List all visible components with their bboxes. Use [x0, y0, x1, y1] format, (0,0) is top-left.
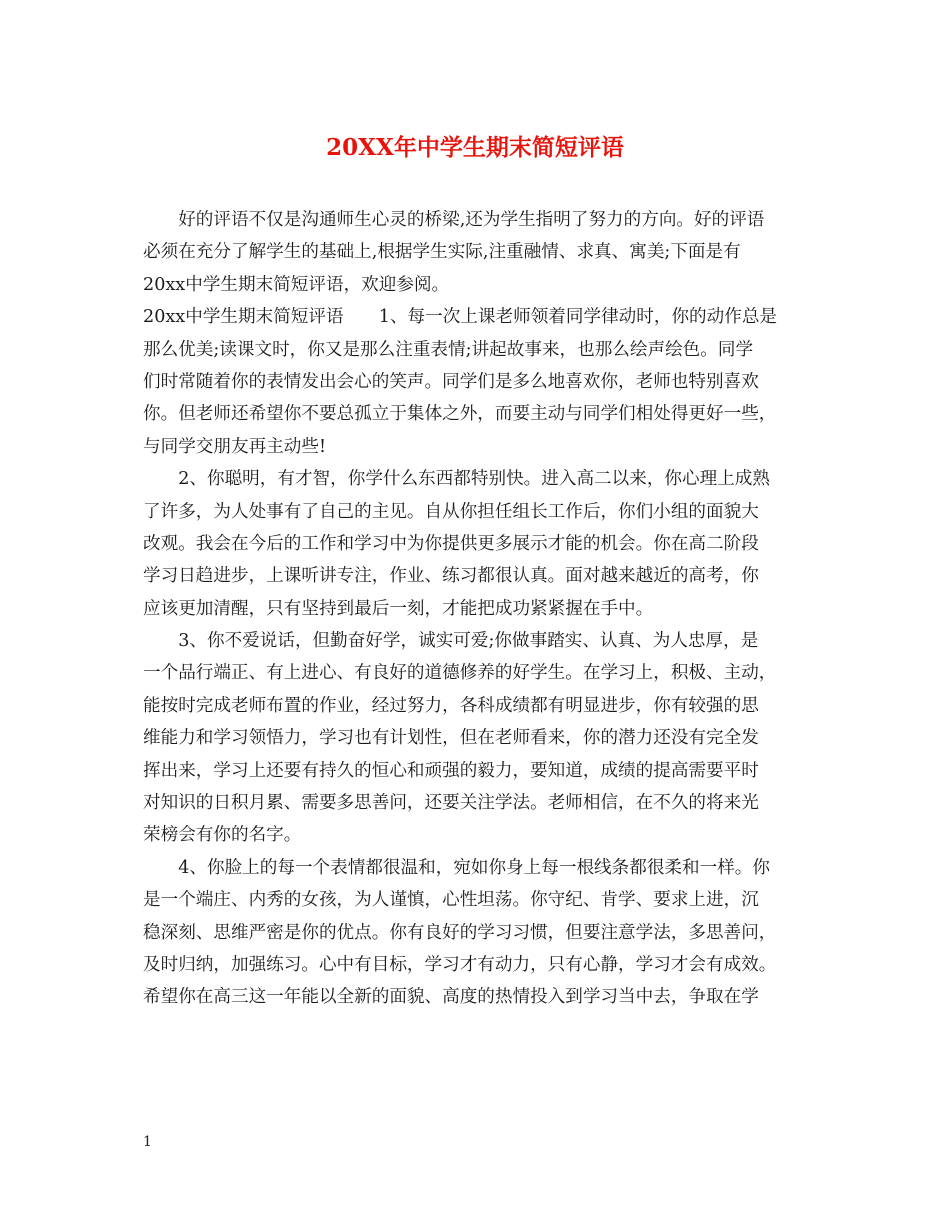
body-line: 荣榜会有你的名字。	[143, 825, 302, 846]
body-line: 与同学交朋友再主动些!	[143, 436, 327, 457]
body-line: 你。但老师还希望你不要总孤立于集体之外，而要主动与同学们相处得更好一些，	[143, 404, 777, 425]
body-line: 一个品行端正、有上进心、有良好的道德修养的好学生。在学习上，积极、主动，	[143, 663, 777, 684]
body-line: 4、你脸上的每一个表情都很温和，宛如你身上每一根线条都很柔和一样。你	[143, 857, 770, 878]
body-line: 应该更加清醒，只有坚持到最后一刻，才能把成功紧紧握在手中。	[143, 598, 654, 619]
document-body	[143, 204, 823, 1014]
body-line: 3、你不爱说话，但勤奋好学，诚实可爱;你做事踏实、认真、为人忠厚，是	[143, 631, 759, 652]
body-line: 希望你在高三这一年能以全新的面貌、高度的热情投入到学习当中去，争取在学	[143, 987, 759, 1008]
body-line: 们时常随着你的表情发出会心的笑声。同学们是多么地喜欢你，老师也特别喜欢	[143, 371, 759, 392]
body-line: 20xx中学生期末简短评语 1、每一次上课老师领着同学律动时，你的动作总是	[143, 307, 778, 328]
body-line: 及时归纳，加强练习。心中有目标，学习才有动力，只有心静，学习才会有成效。	[143, 954, 777, 975]
body-line: 2、你聪明，有才智，你学什么东西都特别快。进入高二以来，你心理上成熟	[143, 469, 770, 490]
body-line: 对知识的日积月累、需要多思善问，还要关注学法。老师相信，在不久的将来光	[143, 793, 759, 814]
document-title: 20XX年中学生期末简短评语	[326, 134, 624, 161]
body-line: 那么优美;读课文时，你又是那么注重表情;讲起故事来，也那么绘声绘色。同学	[143, 339, 754, 360]
body-line: 好的评语不仅是沟通师生心灵的桥梁,还为学生指明了努力的方向。好的评语	[143, 210, 765, 230]
body-line: 必须在充分了解学生的基础上,根据学生实际,注重融情、求真、寓美;下面是有	[143, 242, 741, 263]
body-line: 是一个端庄、内秀的女孩，为人谨慎，心性坦荡。你守纪、肯学、要求上进，沉	[143, 890, 759, 911]
page-number: 1	[143, 1134, 152, 1150]
body-line: 稳深刻、思维严密是你的优点。你有良好的学习习惯，但要注意学法，多思善问，	[143, 922, 777, 943]
body-line: 改观。我会在今后的工作和学习中为你提供更多展示才能的机会。你在高二阶段	[143, 533, 759, 554]
body-line: 了许多，为人处事有了自己的主见。自从你担任组长工作后，你们小组的面貌大	[143, 501, 759, 522]
body-line: 能按时完成老师布置的作业，经过努力，各科成绩都有明显进步，你有较强的思	[143, 695, 759, 716]
body-line: 维能力和学习领悟力，学习也有计划性，但在老师看来，你的潜力还没有完全发	[143, 728, 759, 749]
body-line: 20xx中学生期末简短评语，欢迎参阅。	[143, 274, 450, 295]
body-line: 挥出来，学习上还要有持久的恒心和顽强的毅力，要知道，成绩的提高需要平时	[143, 760, 759, 781]
body-line: 学习日趋进步，上课听讲专注，作业、练习都很认真。面对越来越近的高考，你	[143, 566, 759, 587]
